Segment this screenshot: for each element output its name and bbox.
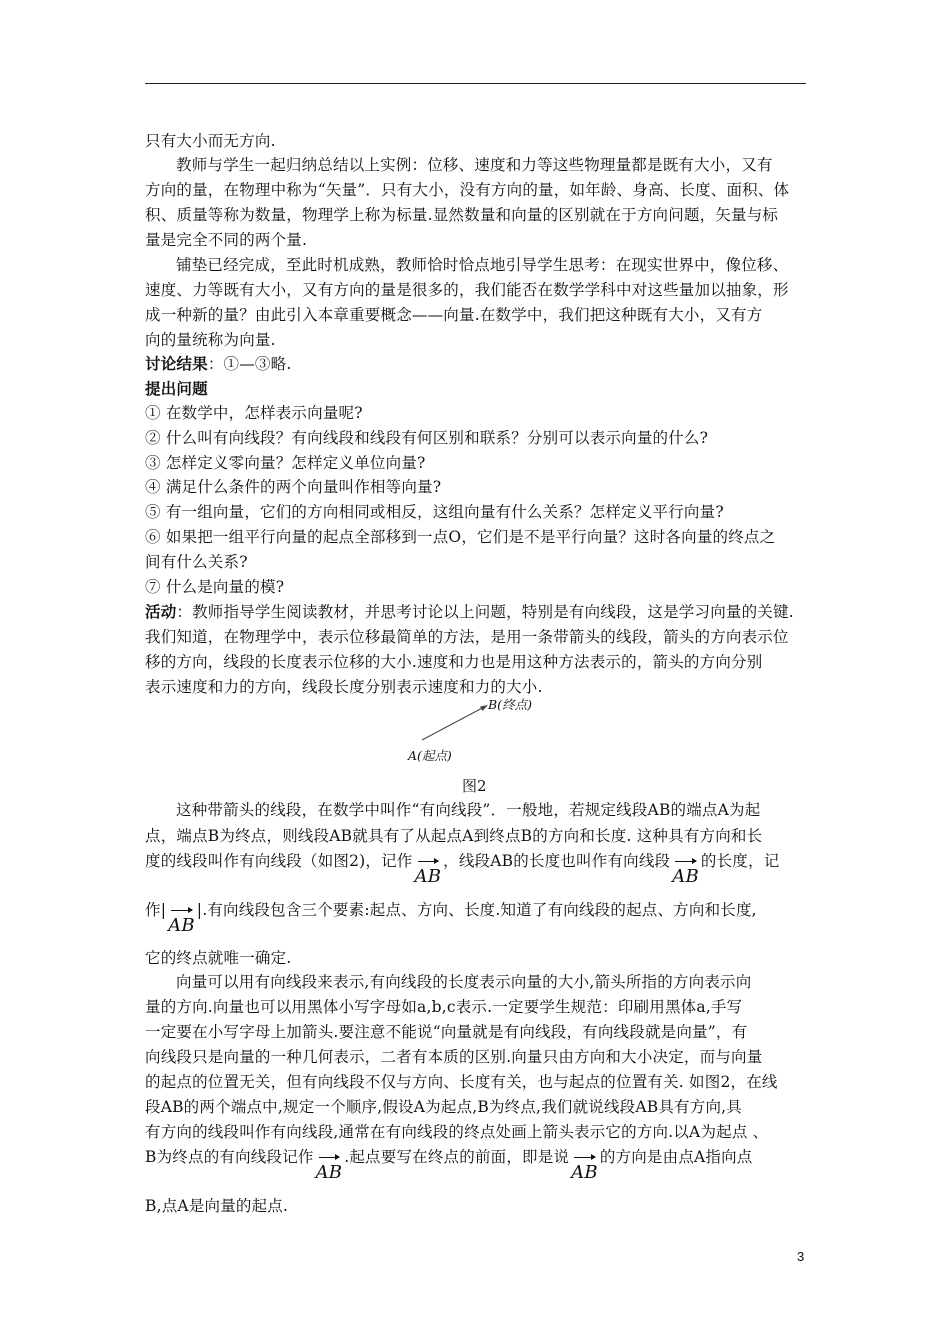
- activity-line: 移的方向，线段的长度表示位移的大小.速度和力也是用这种方法表示的，箭头的方向分别: [145, 653, 763, 671]
- text-line: 向线段只是向量的一种几何表示，二者有本质的区别.向量只由方向和大小决定，而与向量: [145, 1048, 763, 1066]
- text-line: 成一种新的量？由此引入本章重要概念——向量.在数学中，我们把这种既有大小，又有方: [145, 306, 763, 324]
- text-span: 作|: [145, 901, 167, 919]
- text-line: 一定要在小写字母上加箭头.要注意不能说“向量就是有向线段，有向线段就是向量”，有: [145, 1023, 748, 1041]
- text-line: 积、质量等称为数量，物理学上称为标量.显然数量和向量的区别就在于方向问题，矢量与标: [145, 206, 779, 224]
- text-line: 它的终点就唯一确定.: [145, 949, 292, 967]
- question-item: 间有什么关系?: [145, 553, 248, 571]
- text-line: [145, 851, 779, 887]
- segment-line: [422, 706, 486, 740]
- figure-2: [400, 690, 560, 770]
- discussion-text: ：①—③略.: [207, 355, 292, 373]
- vector-ab: AB: [571, 1162, 598, 1183]
- start-point-label: A(起点): [408, 748, 452, 763]
- text-line: 量是完全不同的两个量.: [145, 231, 308, 249]
- discussion-label: 讨论结果: [145, 354, 208, 373]
- page-number: 3: [797, 1249, 805, 1264]
- activity-label: 活动: [145, 602, 177, 621]
- text-line: 段AB的两个端点中,规定一个顺序,假设A为起点,B为终点,我们就说线段AB具有方向,具: [145, 1098, 742, 1116]
- activity-line: 表示速度和力的方向，线段长度分别表示速度和力的大小.: [145, 678, 543, 696]
- question-item: ⑤ 有一组向量，它们的方向相同或相反，这组向量有什么关系？怎样定义平行向量?: [145, 503, 724, 521]
- vector-ab: AB: [414, 866, 442, 887]
- text-line: [145, 1147, 753, 1183]
- end-point-label: B(终点): [488, 697, 532, 712]
- question-item: ① 在数学中，怎样表示向量呢?: [145, 404, 363, 422]
- question-item: ⑦ 什么是向量的模?: [145, 578, 285, 596]
- activity-line: [145, 602, 794, 622]
- activity-text: ：教师指导学生阅读教材，并思考讨论以上问题，特别是有向线段，这是学习向量的关键.: [176, 603, 794, 621]
- question-item: ④ 满足什么条件的两个向量叫作相等向量?: [145, 478, 442, 496]
- vector-ab: AB: [168, 915, 195, 936]
- text-line: 这种带箭头的线段，在数学中叫作“有向线段”．一般地，若规定线段AB的端点A为起: [176, 801, 761, 819]
- text-span: 的方向是由点A指向点: [599, 1148, 753, 1166]
- text-span: 度的线段叫作有向线段（如图2)，记作: [145, 852, 413, 870]
- question-item: ⑥ 如果把一组平行向量的起点全部移到一点O，它们是不是平行向量？这时各向量的终点之: [145, 528, 776, 546]
- text-line: B,点A是向量的起点.: [145, 1197, 289, 1215]
- figure-caption: 图2: [462, 777, 487, 795]
- text-line: 方向的量，在物理中称为“矢量”．只有大小，没有方向的量，如年龄、身高、长度、面积、体: [145, 181, 790, 199]
- text-line: 铺垫已经完成，至此时机成熟，教师恰时恰点地引导学生思考：在现实世界中，像位移、: [176, 256, 789, 274]
- header-rule: [145, 83, 806, 84]
- vector-ab: AB: [672, 866, 699, 887]
- text-line: 点，端点B为终点，则线段AB就具有了从起点A到终点B的方向和长度. 这种具有方向和长: [145, 827, 763, 845]
- text-line: 向量可以用有向线段来表示,有向线段的长度表示向量的大小,箭头所指的方向表示向: [176, 973, 752, 991]
- text-span: |.有向线段包含三个要素:起点、方向、长度.知道了有向线段的起点、方向和长度,: [196, 901, 757, 919]
- questions-heading: 提出问题: [145, 379, 208, 398]
- arrowhead: [480, 705, 488, 711]
- text-line: 教师与学生一起归纳总结以上实例：位移、速度和力等这些物理量都是既有大小，又有: [176, 156, 773, 174]
- text-line: 的起点的位置无关，但有向线段不仅与方向、长度有关，也与起点的位置有关. 如图2，在线: [145, 1073, 778, 1091]
- text-line: [145, 900, 757, 936]
- discussion-result: [145, 354, 291, 374]
- text-line: 量的方向.向量也可以用黑体小写字母如a,b,c表示.一定要学生规范：印刷用黑体a,手写: [145, 998, 743, 1016]
- text-line: 只有大小而无方向.: [145, 132, 276, 150]
- vector-ab: AB: [315, 1162, 343, 1183]
- activity-line: 我们知道，在物理学中，表示位移最简单的方法，是用一条带箭头的线段，箭头的方向表示位: [145, 628, 789, 646]
- text-span: 的长度，记: [700, 852, 780, 870]
- text-line: 速度、力等既有大小，又有方向的量是很多的，我们能否在数学学科中对这些量加以抽象，形: [145, 281, 789, 299]
- question-item: ③ 怎样定义零向量？怎样定义单位向量?: [145, 454, 426, 472]
- text-span: B为终点的有向线段记作: [145, 1148, 314, 1166]
- text-span: .起点要写在终点的前面，即是说: [344, 1148, 570, 1166]
- text-span: ，线段AB的长度也叫作有向线段: [443, 852, 671, 870]
- text-line: 向的量统称为向量.: [145, 331, 276, 349]
- question-item: ② 什么叫有向线段？有向线段和线段有何区别和联系？分别可以表示向量的什么?: [145, 429, 709, 447]
- text-line: 有方向的线段叫作有向线段,通常在有向线段的终点处画上箭头表示它的方向.以A为起点 、: [145, 1123, 769, 1141]
